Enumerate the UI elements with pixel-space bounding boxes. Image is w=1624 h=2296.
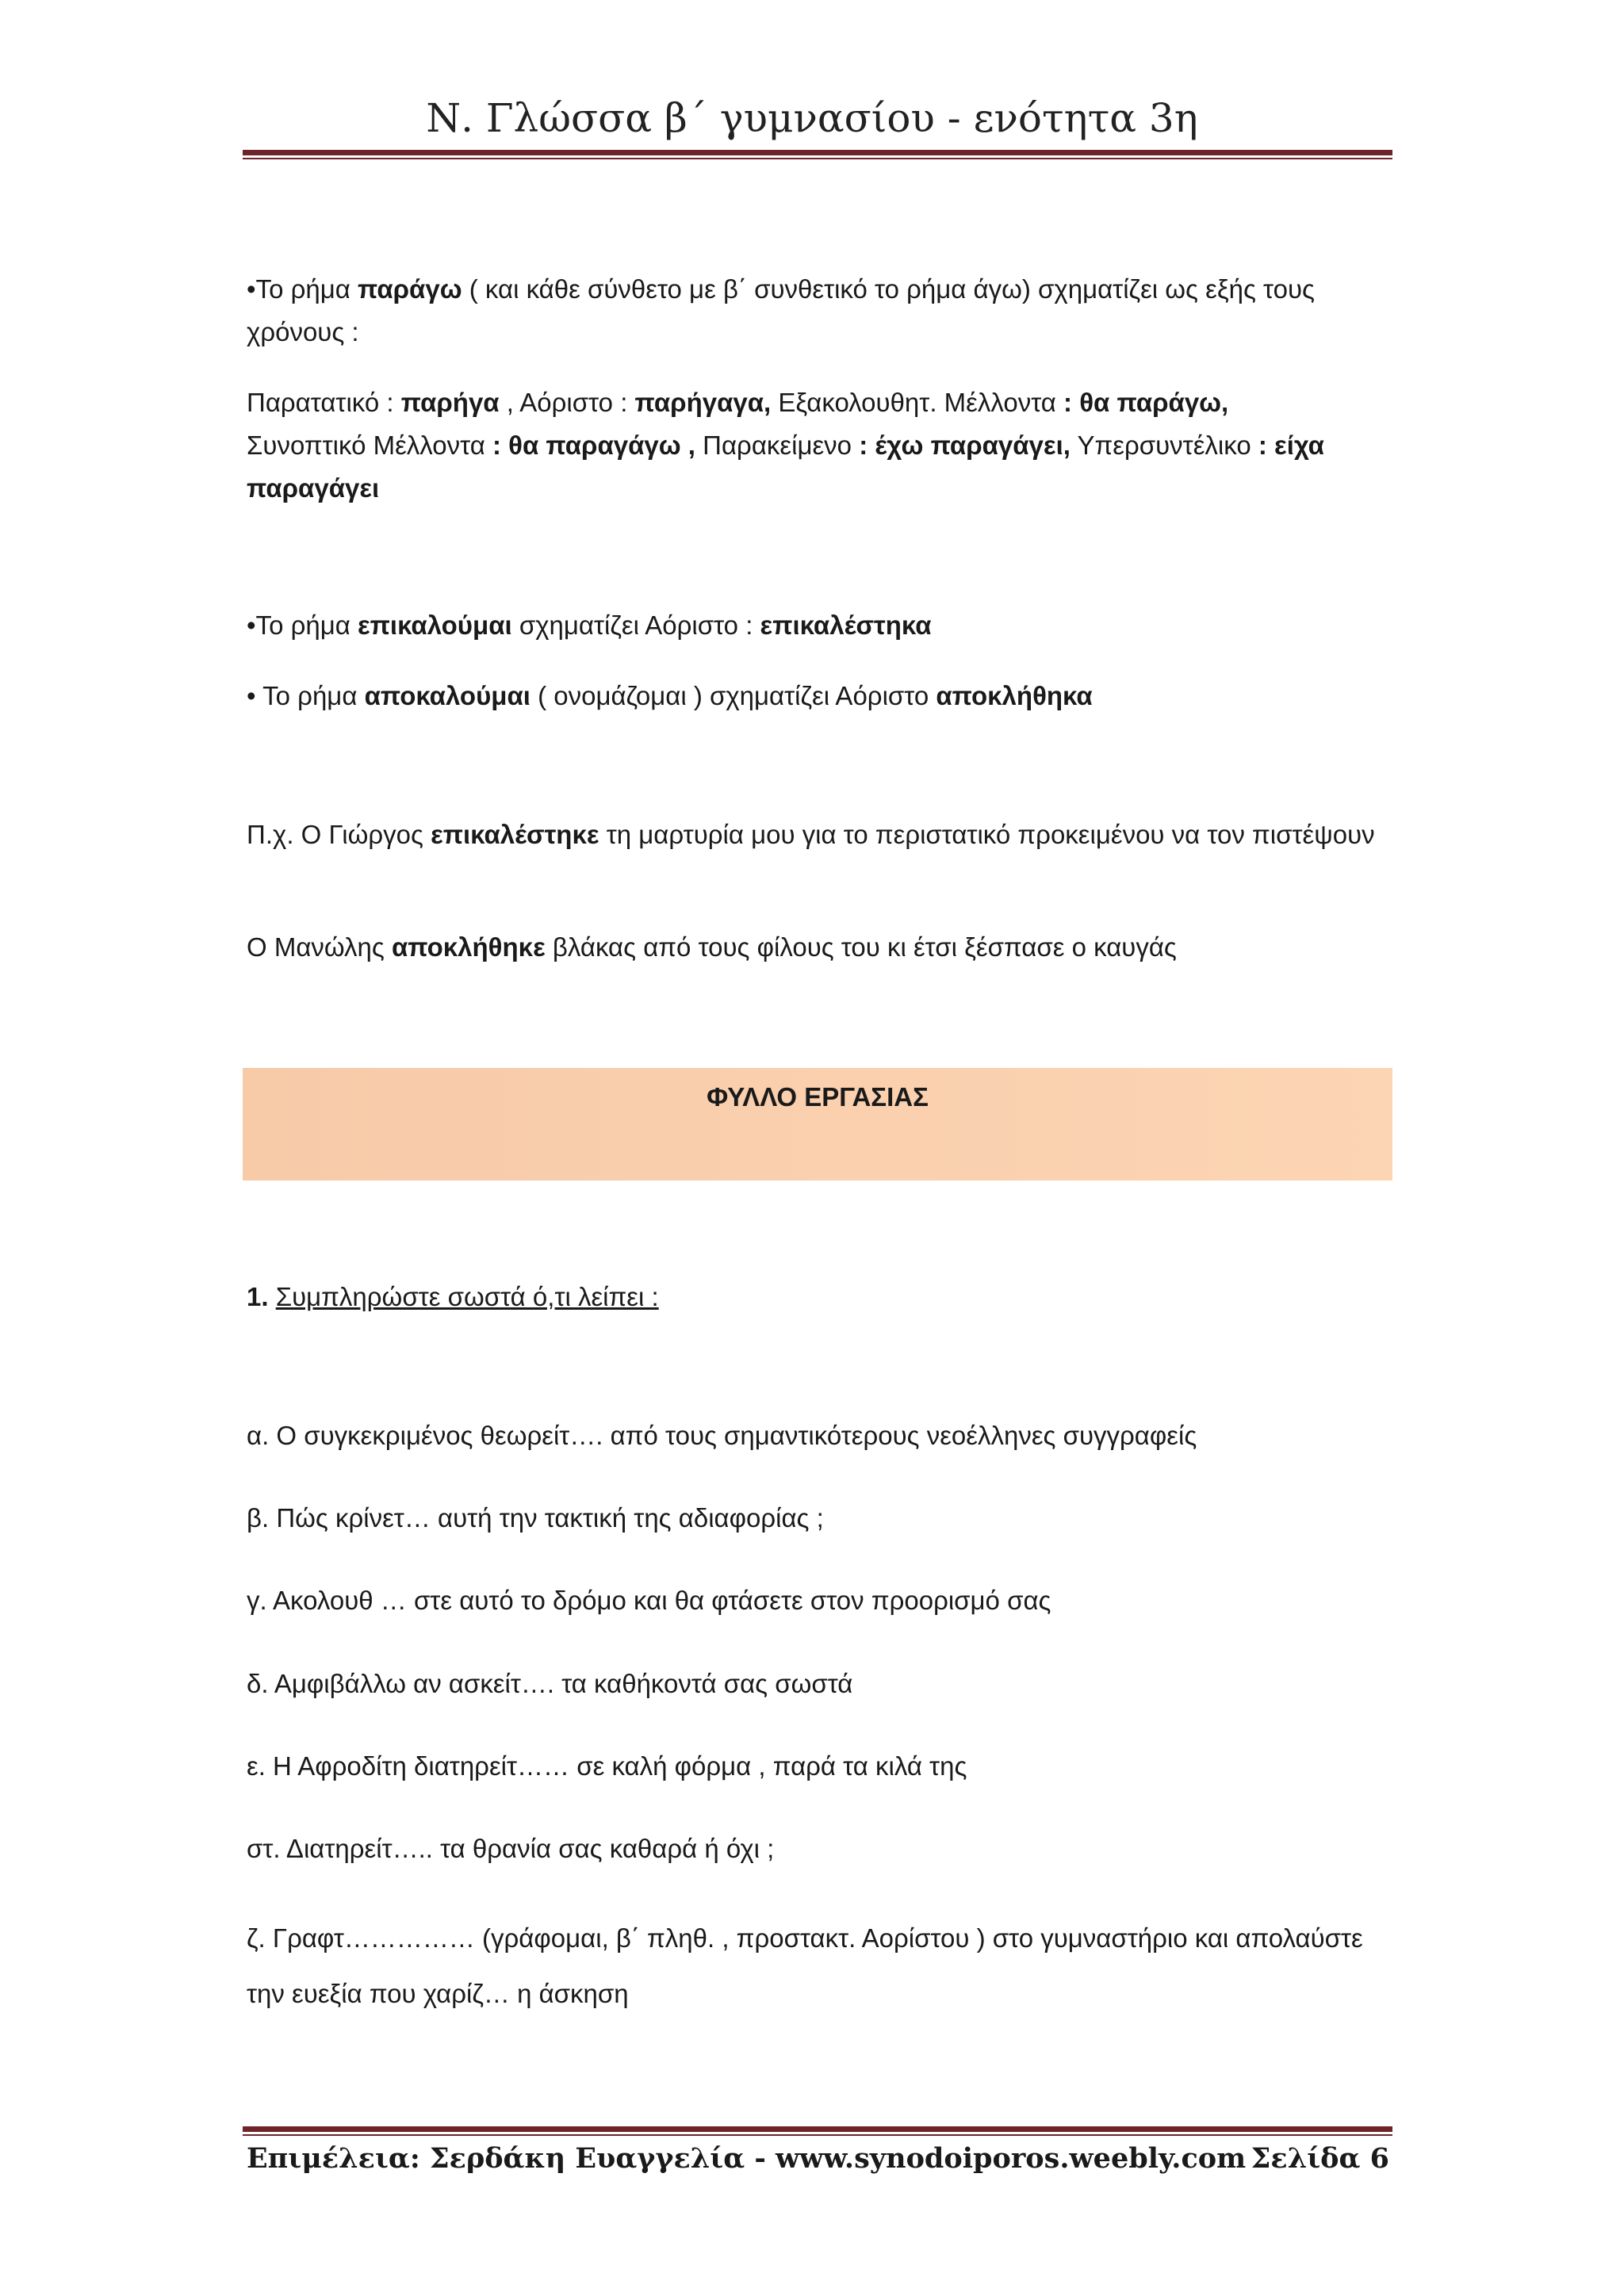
bold-term: αποκλήθηκε — [391, 932, 546, 962]
exercise-item: β. Πώς κρίνετ… αυτή την τακτική της αδιαφορίας ; — [247, 1503, 824, 1533]
page-number: Σελίδα 6 — [1251, 2142, 1389, 2175]
exercise-item: δ. Αμφιβάλλω αν ασκείτ…. τα καθήκοντά σας σωστά — [247, 1669, 853, 1698]
bold-term: : θα παράγω, — [1063, 388, 1229, 417]
paragraph-tenses — [247, 381, 1388, 510]
bold-term: επικαλέστηκα — [760, 610, 932, 640]
exercise-item: ε. Η Αφροδίτη διατηρείτ…… σε καλή φόρμα , παρά τα κιλά της — [247, 1751, 967, 1781]
page-header-title: Ν. Γλώσσα β΄ γυμνασίου - ενότητα 3η — [426, 95, 1198, 141]
bold-term: : θα παραγάγω , — [492, 430, 695, 460]
text: ( και κάθε σύνθετο με β΄ συνθετικό το ρήμα άγω) σχηματίζει ως εξής τους χρόνους : — [247, 274, 1315, 346]
text: Εξακολουθητ. Μέλλοντα — [771, 388, 1064, 417]
text: •Το ρήμα — [247, 610, 358, 640]
exercise-number: 1. — [247, 1282, 269, 1311]
text: Παρατατικό : — [247, 388, 401, 417]
text: τη μαρτυρία μου για το περιστατικό προκειμένου να τον πιστέψουν — [599, 820, 1375, 849]
exercise-item: α. Ο συγκεκριμένος θεωρείτ…. από τους σημαντικότερους νεοέλληνες συγγραφείς — [247, 1421, 1197, 1450]
text: σχηματίζει Αόριστο : — [511, 610, 760, 640]
exercise-item: γ. Ακολουθ … στε αυτό το δρόμο και θα φτάσετε στον προορισμό σας — [247, 1586, 1051, 1615]
bold-term: παράγω — [358, 274, 462, 304]
text: •Το ρήμα — [247, 274, 358, 304]
text: , Αόριστο : — [499, 388, 635, 417]
text: ( ονομάζομαι ) σχηματίζει Αόριστο — [530, 681, 936, 710]
exercise-item: ζ. Γραφτ…………… (γράφομαι, β΄ πληθ. , προστακτ. Αορίστου ) στο γυμναστήριο και απολαύστε την ευεξία που χαρίζ… η άσκηση — [247, 1923, 1363, 2008]
text: Συνοπτικό Μέλλοντα — [247, 430, 492, 460]
text: Π.χ. Ο Γιώργος — [247, 820, 431, 849]
exercise-item: στ. Διατηρείτ….. τα θρανία σας καθαρά ή όχι ; — [247, 1834, 775, 1863]
bold-term: αποκαλούμαι — [364, 681, 530, 710]
footer-author: Επιμέλεια: Σερδάκη Ευαγγελία - www.synodoiporos.weebly.com — [247, 2142, 1247, 2175]
exercise-instruction: Συμπληρώστε σωστά ό,τι λείπει : — [275, 1282, 659, 1311]
bold-term: παρήγαγα, — [634, 388, 772, 417]
bold-term: επικαλέστηκε — [431, 820, 599, 849]
bold-term: αποκλήθηκα — [936, 681, 1093, 710]
footer-rule — [243, 2126, 1392, 2136]
worksheet-banner — [243, 1068, 1392, 1181]
text: βλάκας από τους φίλους του κι έτσι ξέσπασε ο καυγάς — [545, 932, 1177, 962]
bold-term: : είχα παραγάγει — [247, 430, 1324, 503]
bold-term: παρήγα — [400, 388, 500, 417]
text: Παρακείμενο — [695, 430, 860, 460]
header-rule — [243, 150, 1392, 159]
paragraph-epikaloumai — [247, 604, 1388, 647]
worksheet-title: ΦΥΛΛΟ ΕΡΓΑΣΙΑΣ — [707, 1082, 929, 1112]
text: Ο Μανώλης — [247, 932, 392, 962]
example-sentence-2 — [247, 926, 1388, 969]
paragraph-apokaloumai — [247, 675, 1388, 718]
paragraph-parago — [247, 268, 1388, 354]
text: • Το ρήμα — [247, 681, 365, 710]
example-sentence-1 — [247, 813, 1388, 856]
text: Υπερσυντέλικο — [1070, 430, 1258, 460]
bold-term: : έχω παραγάγει, — [859, 430, 1071, 460]
bold-term: επικαλούμαι — [358, 610, 512, 640]
exercise-heading — [247, 1276, 1388, 1318]
